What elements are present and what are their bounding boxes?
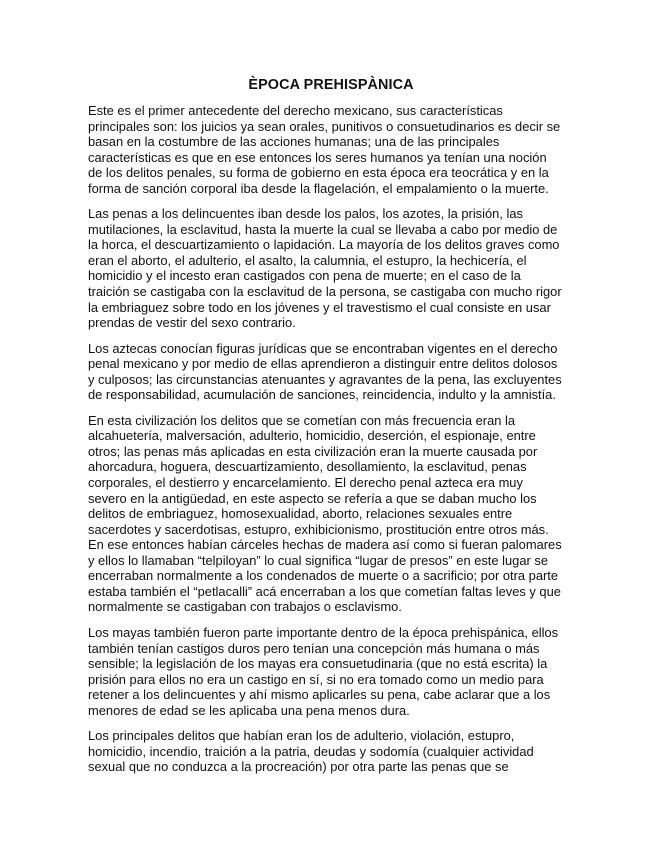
text-line: normalmente se castigaban con trabajos o esclavismo. — [88, 599, 402, 615]
text-line: estaba también el “petlacalli” acá encerraban a los que cometían faltas leves y que — [88, 583, 561, 599]
text-line: retener a los delincuentes y ahí mismo aplicarles su pena, cabe aclarar que a los — [88, 687, 551, 703]
text-line: En ese entonces habían cárceles hechas de madera así como si fueran palomares — [88, 537, 562, 553]
text-line: Este es el primer antecedente del derecho mexicano, sus características — [88, 103, 503, 118]
paragraph-3 — [88, 341, 574, 403]
text-line: Los mayas también fueron parte importante dentro de la época prehispánica, ellos — [88, 624, 559, 640]
paragraph-4 — [88, 413, 574, 615]
text-line: de los delitos penales, su forma de gobierno en esta época era teocrática y en la — [88, 165, 549, 181]
text-line: Los principales delitos que habían eran los de adulterio, violación, estupro, — [88, 728, 515, 744]
text-line: la embriaguez sobre todo en los jóvenes y el travestismo el cual consiste en usar — [88, 299, 551, 315]
text-line: basan en la costumbre de las acciones humanas; una de las principales — [88, 134, 500, 150]
text-line: alcahuetería, malversación, adulterio, homicidio, deserción, el espionaje, entre — [88, 428, 536, 444]
document-page — [88, 76, 574, 785]
text-line: homicidio y el incesto eran castigados con pena de muerte; en el caso de la — [88, 268, 521, 284]
text-line: sensible; la legislación de los mayas era consuetudinaria (que no está escrita) la — [88, 656, 548, 672]
text-line: menores de edad se les aplicaba una pena menos dura. — [88, 702, 410, 718]
paragraph-5 — [88, 625, 574, 718]
text-line: encerraban normalmente a los condenados de muerte o a sacrificio; por otra parte — [88, 568, 559, 584]
text-line: la horca, el descuartizamiento o lapidación. La mayoría de los delitos graves como — [88, 237, 560, 253]
paragraph-2 — [88, 206, 574, 330]
document-body — [88, 103, 574, 775]
page-title: ÈPOCA PREHISPÀNICA — [248, 77, 414, 93]
text-line: homicidio, incendio, traición a la patria, deudas y sodomía (cualquier actividad — [88, 743, 534, 759]
text-line: ahorcadura, hoguera, descuartizamiento, desollamiento, la esclavitud, penas — [88, 459, 527, 475]
text-line: y culposos; las circunstancias atenuantes y agravantes de la pena, las excluyentes — [88, 371, 562, 387]
text-line: corporales, el destierro y encarcelamiento. El derecho penal azteca era muy — [88, 475, 523, 491]
text-line: otros; las penas más aplicadas en esta civilización eran la muerte causada por — [88, 443, 538, 459]
text-line: penal mexicano y por medio de ellas aprendieron a distinguir entre delitos dolosos — [88, 356, 558, 372]
text-line: prisión para ellos no era un castigo en sí, si no era tomado como un medio para — [88, 671, 544, 687]
text-line: eran el aborto, el adulterio, el asalto, la calumnia, el estupro, la hechicería, el — [88, 252, 527, 268]
text-line: sexual que no conduzca a la procreación) por otra parte las penas que se — [88, 759, 509, 775]
paragraph-1 — [88, 103, 574, 196]
text-line: mutilaciones, la esclavitud, hasta la muerte la cual se llevaba a cabo por medio de — [88, 221, 558, 237]
text-line: de responsabilidad, acumulación de sanciones, reincidencia, indulto y la amnistía. — [88, 387, 556, 403]
text-line: también tenían castigos duros pero tenían una concepción más humana o más — [88, 640, 540, 656]
text-line: sacerdotes y sacerdotisas, estupro, exhibicionismo, prostitución entre otros más. — [88, 521, 549, 537]
text-line: Los aztecas conocían figuras jurídicas que se encontraban vigentes en el derecho — [88, 340, 558, 356]
text-line: severo en la antigüedad, en este aspecto se refería a que se daban mucho los — [88, 490, 537, 506]
text-line: principales son: los juicios ya sean orales, punitivos o consuetudinarios es decir se — [88, 118, 561, 134]
text-line: Las penas a los delincuentes iban desde los palos, los azotes, la prisión, las — [88, 206, 523, 222]
text-line: forma de sanción corporal iba desde la flagelación, el empalamiento o la muerte. — [88, 180, 549, 196]
text-line: y ellos lo llamaban “telpiloyan” lo cual significa “lugar de presos” en este lugar se — [88, 552, 549, 568]
text-line: prendas de vestir del sexo contrario. — [88, 315, 296, 331]
text-line: traición se castigaba con la esclavitud de la persona, se castigaba con mucho rigor — [88, 284, 562, 300]
text-line: En esta civilización los delitos que se cometían con más frecuencia eran la — [88, 412, 516, 428]
text-line: características es que en ese entonces los seres humanos ya tenían una noción — [88, 149, 547, 165]
text-line: delitos de embriaguez, homosexualidad, aborto, relaciones sexuales entre — [88, 506, 513, 522]
paragraph-6 — [88, 728, 574, 775]
